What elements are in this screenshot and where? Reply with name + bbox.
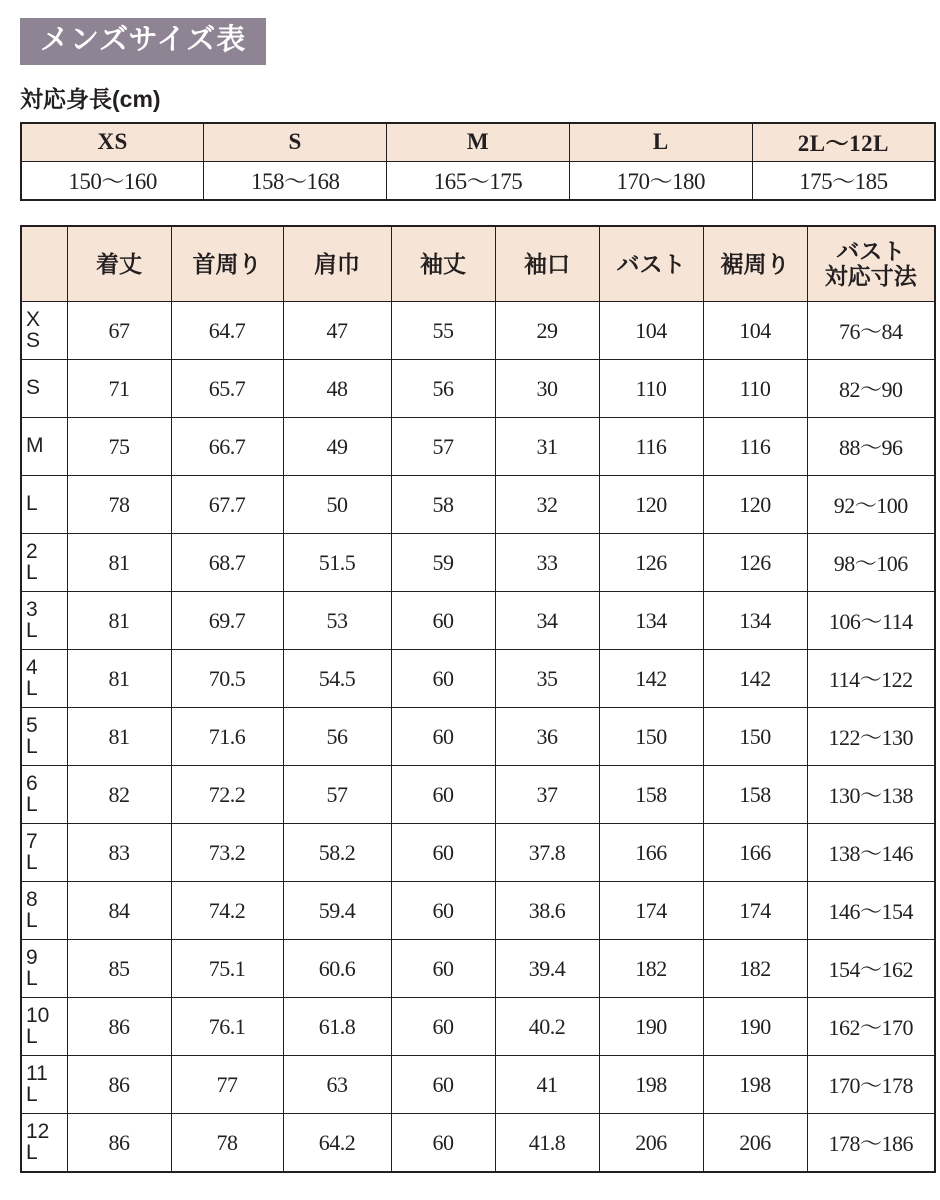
cell: 67.7 xyxy=(171,476,283,534)
row-size-line2: L xyxy=(26,560,38,584)
cell: 64.7 xyxy=(171,302,283,360)
cell: 82 xyxy=(67,766,171,824)
cell: 60 xyxy=(391,824,495,882)
cell: 56 xyxy=(391,360,495,418)
cell: 81 xyxy=(67,534,171,592)
cell: 104 xyxy=(599,302,703,360)
cell: 110 xyxy=(599,360,703,418)
cell: 66.7 xyxy=(171,418,283,476)
row-size-label xyxy=(21,998,67,1056)
cell: 41 xyxy=(495,1056,599,1114)
row-size-label xyxy=(21,592,67,650)
cell: 61.8 xyxy=(283,998,391,1056)
row-size-label xyxy=(21,882,67,940)
cell: 104 xyxy=(703,302,807,360)
table-row xyxy=(21,418,935,476)
cell: 106〜114 xyxy=(807,592,935,650)
cell: 57 xyxy=(391,418,495,476)
cell: 86 xyxy=(67,1114,171,1173)
cell: 150 xyxy=(599,708,703,766)
cell: 67 xyxy=(67,302,171,360)
table-row xyxy=(21,302,935,360)
row-size-line1: 9 xyxy=(26,945,38,969)
height-range-cell: 150〜160 xyxy=(21,162,204,201)
column-header-bust: バスト xyxy=(599,226,703,302)
cell: 120 xyxy=(703,476,807,534)
height-size-cell: M xyxy=(387,123,570,162)
cell: 60.6 xyxy=(283,940,391,998)
column-header-susomawari: 裾周り xyxy=(703,226,807,302)
column-header-katahaba: 肩巾 xyxy=(283,226,391,302)
cell: 39.4 xyxy=(495,940,599,998)
row-size-line1: 4 xyxy=(26,655,38,679)
cell: 116 xyxy=(599,418,703,476)
cell: 126 xyxy=(703,534,807,592)
row-size-label xyxy=(21,302,67,360)
cell: 60 xyxy=(391,592,495,650)
row-size-line1: 5 xyxy=(26,713,38,737)
table-row xyxy=(21,824,935,882)
height-size-cell: 2L〜12L xyxy=(752,123,935,162)
row-size-line2: L xyxy=(26,792,38,816)
cell: 71.6 xyxy=(171,708,283,766)
table-row xyxy=(21,766,935,824)
cell: 174 xyxy=(599,882,703,940)
row-size-line2: L xyxy=(26,734,38,758)
cell: 31 xyxy=(495,418,599,476)
cell: 60 xyxy=(391,1114,495,1173)
row-size-line1: 2 xyxy=(26,539,38,563)
cell: 74.2 xyxy=(171,882,283,940)
column-header-kitake: 着丈 xyxy=(67,226,171,302)
cell: 178〜186 xyxy=(807,1114,935,1173)
row-size-line1: 11 xyxy=(26,1061,48,1085)
cell: 59 xyxy=(391,534,495,592)
height-range-cell: 165〜175 xyxy=(387,162,570,201)
row-size-label xyxy=(21,476,67,534)
height-size-cell: XS xyxy=(21,123,204,162)
table-corner-cell xyxy=(21,226,67,302)
row-size-line1: 6 xyxy=(26,771,38,795)
row-size-label xyxy=(21,360,67,418)
table-row xyxy=(21,882,935,940)
cell: 73.2 xyxy=(171,824,283,882)
cell: 150 xyxy=(703,708,807,766)
cell: 130〜138 xyxy=(807,766,935,824)
cell: 76.1 xyxy=(171,998,283,1056)
cell: 35 xyxy=(495,650,599,708)
row-size-line2: L xyxy=(26,618,38,642)
cell: 60 xyxy=(391,766,495,824)
row-size-line1: 12 xyxy=(26,1119,50,1143)
cell: 29 xyxy=(495,302,599,360)
row-size-line2: L xyxy=(26,966,38,990)
column-header-kubimawari: 首周り xyxy=(171,226,283,302)
table-row xyxy=(21,940,935,998)
cell: 30 xyxy=(495,360,599,418)
table-row xyxy=(21,534,935,592)
cell: 77 xyxy=(171,1056,283,1114)
cell: 49 xyxy=(283,418,391,476)
table-row xyxy=(21,1056,935,1114)
row-size-label xyxy=(21,940,67,998)
cell: 120 xyxy=(599,476,703,534)
row-size-line2: L xyxy=(26,1082,38,1106)
cell: 78 xyxy=(67,476,171,534)
cell: 41.8 xyxy=(495,1114,599,1173)
cell: 190 xyxy=(599,998,703,1056)
cell: 64.2 xyxy=(283,1114,391,1173)
height-range-cell: 170〜180 xyxy=(569,162,752,201)
row-size-line1: 3 xyxy=(26,597,38,621)
cell: 182 xyxy=(599,940,703,998)
cell: 142 xyxy=(599,650,703,708)
height-range-table xyxy=(20,122,936,201)
cell: 84 xyxy=(67,882,171,940)
row-size-label xyxy=(21,766,67,824)
row-size-line2: S xyxy=(26,328,41,352)
cell: 34 xyxy=(495,592,599,650)
row-size-label xyxy=(21,418,67,476)
cell: 81 xyxy=(67,650,171,708)
cell: 198 xyxy=(703,1056,807,1114)
cell: 48 xyxy=(283,360,391,418)
cell: 60 xyxy=(391,650,495,708)
table-row xyxy=(21,592,935,650)
cell: 142 xyxy=(703,650,807,708)
column-header-sodetake: 袖丈 xyxy=(391,226,495,302)
cell: 166 xyxy=(599,824,703,882)
height-table-value-row xyxy=(21,162,935,201)
table-row xyxy=(21,476,935,534)
cell: 60 xyxy=(391,940,495,998)
row-size-label xyxy=(21,534,67,592)
cell: 170〜178 xyxy=(807,1056,935,1114)
cell: 198 xyxy=(599,1056,703,1114)
cell: 158 xyxy=(599,766,703,824)
row-size-line2: L xyxy=(26,908,38,932)
cell: 86 xyxy=(67,1056,171,1114)
row-size-line1: 7 xyxy=(26,829,38,853)
cell: 57 xyxy=(283,766,391,824)
cell: 88〜96 xyxy=(807,418,935,476)
cell: 154〜162 xyxy=(807,940,935,998)
row-size-label xyxy=(21,1114,67,1173)
cell: 75 xyxy=(67,418,171,476)
cell: 40.2 xyxy=(495,998,599,1056)
height-size-cell: L xyxy=(569,123,752,162)
cell: 81 xyxy=(67,592,171,650)
cell: 182 xyxy=(703,940,807,998)
cell: 75.1 xyxy=(171,940,283,998)
row-size-label xyxy=(21,1056,67,1114)
table-row xyxy=(21,998,935,1056)
cell: 98〜106 xyxy=(807,534,935,592)
height-table-header-row xyxy=(21,123,935,162)
cell: 122〜130 xyxy=(807,708,935,766)
cell: 78 xyxy=(171,1114,283,1173)
cell: 158 xyxy=(703,766,807,824)
cell: 138〜146 xyxy=(807,824,935,882)
cell: 126 xyxy=(599,534,703,592)
table-row xyxy=(21,360,935,418)
cell: 114〜122 xyxy=(807,650,935,708)
cell: 63 xyxy=(283,1056,391,1114)
cell: 58.2 xyxy=(283,824,391,882)
cell: 83 xyxy=(67,824,171,882)
cell: 86 xyxy=(67,998,171,1056)
cell: 53 xyxy=(283,592,391,650)
cell: 206 xyxy=(599,1114,703,1173)
cell: 92〜100 xyxy=(807,476,935,534)
table-row xyxy=(21,708,935,766)
cell: 134 xyxy=(599,592,703,650)
cell: 162〜170 xyxy=(807,998,935,1056)
table-row xyxy=(21,650,935,708)
header-line-1: バスト xyxy=(836,237,906,264)
cell: 166 xyxy=(703,824,807,882)
height-section-label: 対応身長(cm) xyxy=(20,86,161,112)
row-size-label xyxy=(21,824,67,882)
row-size-line1: S xyxy=(26,376,41,400)
cell: 33 xyxy=(495,534,599,592)
cell: 146〜154 xyxy=(807,882,935,940)
row-size-line2: L xyxy=(26,850,38,874)
cell: 60 xyxy=(391,1056,495,1114)
row-size-line1: X xyxy=(26,307,41,331)
row-size-label xyxy=(21,650,67,708)
cell: 36 xyxy=(495,708,599,766)
height-range-cell: 158〜168 xyxy=(204,162,387,201)
cell: 65.7 xyxy=(171,360,283,418)
row-size-line1: M xyxy=(26,434,44,458)
header-line-2: 対応寸法 xyxy=(824,263,917,289)
cell: 70.5 xyxy=(171,650,283,708)
measurement-header-row xyxy=(21,226,935,302)
cell: 60 xyxy=(391,882,495,940)
cell: 85 xyxy=(67,940,171,998)
cell: 37 xyxy=(495,766,599,824)
cell: 134 xyxy=(703,592,807,650)
row-size-line1: L xyxy=(26,492,38,516)
cell: 51.5 xyxy=(283,534,391,592)
table-row xyxy=(21,1114,935,1173)
row-size-line2: L xyxy=(26,1140,38,1164)
measurement-table xyxy=(20,225,936,1173)
cell: 82〜90 xyxy=(807,360,935,418)
cell: 116 xyxy=(703,418,807,476)
cell: 76〜84 xyxy=(807,302,935,360)
cell: 72.2 xyxy=(171,766,283,824)
cell: 47 xyxy=(283,302,391,360)
row-size-label xyxy=(21,708,67,766)
cell: 32 xyxy=(495,476,599,534)
row-size-line1: 10 xyxy=(26,1003,50,1027)
row-size-line2: L xyxy=(26,1024,38,1048)
cell: 190 xyxy=(703,998,807,1056)
cell: 50 xyxy=(283,476,391,534)
cell: 38.6 xyxy=(495,882,599,940)
page-title: メンズサイズ表 xyxy=(20,18,266,65)
height-range-cell: 175〜185 xyxy=(752,162,935,201)
cell: 71 xyxy=(67,360,171,418)
row-size-line1: 8 xyxy=(26,887,38,911)
cell: 59.4 xyxy=(283,882,391,940)
cell: 206 xyxy=(703,1114,807,1173)
row-size-line2: L xyxy=(26,676,38,700)
cell: 174 xyxy=(703,882,807,940)
column-header-bust-taiou xyxy=(807,226,935,302)
cell: 58 xyxy=(391,476,495,534)
measurement-body xyxy=(21,302,935,1173)
cell: 69.7 xyxy=(171,592,283,650)
cell: 54.5 xyxy=(283,650,391,708)
cell: 68.7 xyxy=(171,534,283,592)
cell: 81 xyxy=(67,708,171,766)
cell: 37.8 xyxy=(495,824,599,882)
cell: 110 xyxy=(703,360,807,418)
height-size-cell: S xyxy=(204,123,387,162)
column-header-sodeguchi: 袖口 xyxy=(495,226,599,302)
cell: 60 xyxy=(391,708,495,766)
cell: 55 xyxy=(391,302,495,360)
cell: 56 xyxy=(283,708,391,766)
cell: 60 xyxy=(391,998,495,1056)
